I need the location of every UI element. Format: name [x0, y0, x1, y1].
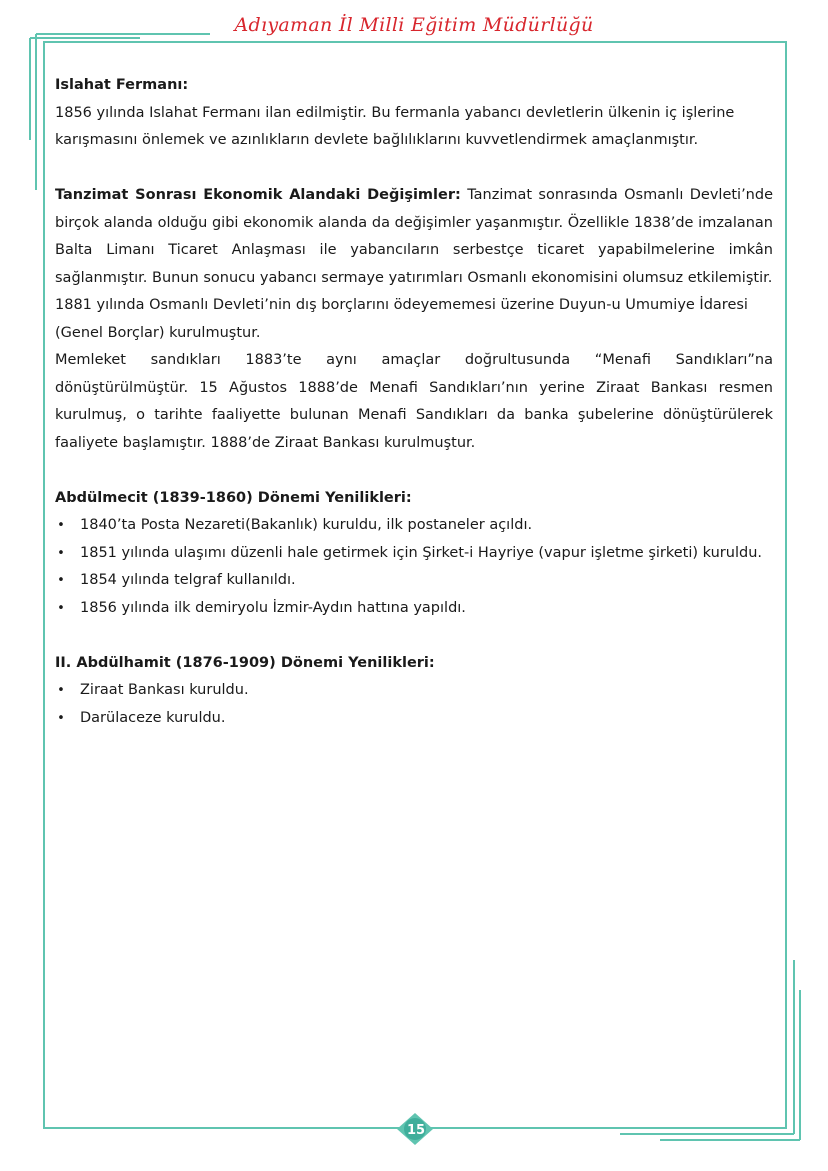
tanzimat-heading: Tanzimat Sonrası Ekonomik Alandaki Değişimler:: [55, 187, 461, 203]
bullet-icon: •: [57, 545, 65, 561]
memleket-rest: dönüştürülmüştür. 15 Ağustos 1888’de Menafi Sandıkları’nın yerine Ziraat Bankası resmen kurulmuş, o tarihte faaliyette bulunan Menafi Sandıkları da banka şubelerine dönüştürülerek faaliyete başlamıştır. 1888’de Ziraat Bankası kurulmuştur.: [55, 379, 773, 451]
document-body: [55, 72, 773, 732]
memleket-line1: Memleket sandıkları 1883’te aynı amaçlar doğrultusunda “Menafi Sandıkları”na: [55, 352, 773, 368]
list-item: • 1840’ta Posta Nezareti(Bakanlık) kuruldu, ilk postaneler açıldı.: [55, 512, 773, 540]
list-item: • Darülaceze kuruldu.: [55, 705, 773, 733]
tanzimat-paragraph: [55, 182, 773, 292]
islahat-heading: Islahat Fermanı:: [55, 77, 189, 93]
list-item: • Ziraat Bankası kuruldu.: [55, 677, 773, 705]
abdulhamit-list: [55, 677, 773, 732]
bullet-icon: •: [57, 600, 65, 616]
list-item: • 1854 yılında telgraf kullanıldı.: [55, 567, 773, 595]
abdulmecit-list: [55, 512, 773, 622]
bullet-icon: •: [57, 710, 65, 726]
header-title: Adıyaman İl Milli Eğitim Müdürlüğü: [234, 14, 594, 36]
bullet-icon: •: [57, 573, 65, 588]
list-item: • 1851 yılında ulaşımı düzenli hale getirmek için Şirket-i Hayriye (vapur işletme şirketi) kuruldu.: [55, 540, 773, 568]
page-number: 15: [406, 1122, 426, 1138]
bullet-icon: •: [57, 518, 65, 533]
abdulhamit-heading: II. Abdülhamit (1876-1909) Dönemi Yenilikleri:: [55, 654, 435, 671]
duyun-paragraph: 1881 yılında Osmanlı Devleti’nin dış borçlarını ödeyememesi üzerine Duyun-u Umumiye İdaresi (Genel Borçlar) kurulmuştur.: [55, 297, 748, 341]
list-item: • 1856 yılında ilk demiryolu İzmir-Aydın hattına yapıldı.: [55, 595, 773, 623]
abdulmecit-heading: Abdülmecit (1839-1860) Dönemi Yenilikleri:: [55, 489, 412, 506]
islahat-body: 1856 yılında Islahat Fermanı ilan edilmiştir. Bu fermanla yabancı devletlerin ülkenin iç işlerine karışmasını önlemek ve azınlıkların devlete bağlılıklarını kuvvetlendirmek amaçlanmıştır.: [55, 104, 735, 148]
bullet-icon: •: [57, 683, 65, 698]
tanzimat-intro: Tanzimat sonrasında Osmanlı Devleti’nde birçok alanda olduğu gibi ekonomik alanda da değişimler yaşanmıştır. Özellikle 1838’de imzalanan Balta Limanı Ticaret Anlaşması ile yabancıların serbestçe ticaret yapabilmelerine imkân sağlanmıştır. Bunun sonucu yabancı sermaye yatırımları Osmanlı ekonomisini olumsuz etkilemiştir.: [55, 187, 774, 286]
